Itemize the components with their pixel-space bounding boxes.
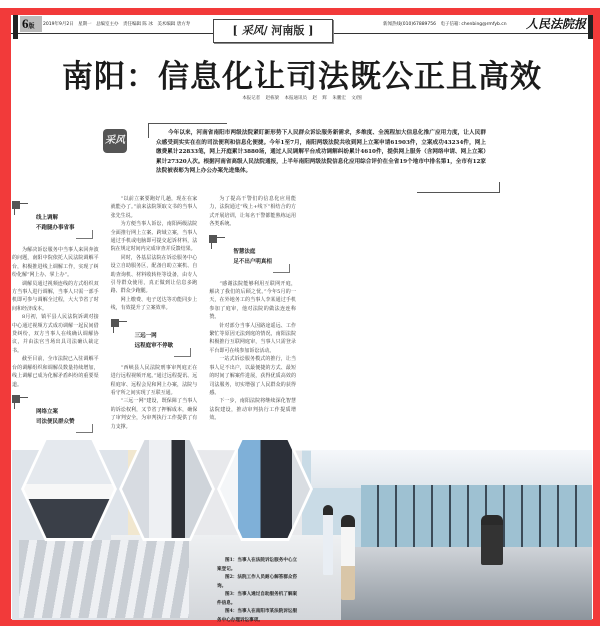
organizer: 总编室主办 [96,22,119,27]
body-paragraph: 针对部分当事人因路途遥远、工作繁忙等原因无法到庭的情况，南阳法院积极推行互联网庭审，当事人只需登录平台即可在线参加诉讼活动。 [209,322,296,354]
intro-text: 今年以来，河南省南阳市两级法院紧盯新形势下人民群众诉讼服务新需求，多维度、全流程加大信息化推广应用力度，让人民群众感受到实实在在的司法便利和信息化便捷。今年1至7月，南阳两级法院共收到网上立案申请61903件，立案成功43234件，网上缴费累计22833笔，网上开庭累计3880场，通过人民调解平台成功调解纠纷累计4610件，提供网上服务（含网络申请、网上立案）累计27320人次。根据河南省高级人民法院通报，上半年南阳两级法院信息化应用综合评价在全省19个地市中排名第1，全市有12家法院被表彰为网上办公办案先进集体。 [156,130,486,175]
body-paragraph: “感谢法院能够利用互联网开庭，解决了我们的后顾之忧。”今年5月的一天，在外地务工的当事人李某通过手机参加了庭审，他对法院的做法连连称赞。 [209,280,296,321]
art-editor: 美术编辑 唐方寿 [157,22,191,27]
body-paragraph: 调解员通过视频连线的方式组织双方当事人进行调解，当事人只需一部手机即可参与调解全过程，大大节省了时间和经济成本。 [12,280,99,312]
section-subtitle: 司法便民群众赞 [36,418,75,425]
section-corner [76,424,93,433]
section-title: 网络立案 [36,408,59,415]
photo-caption: 图2：法院工作人员耐心解答群众咨询。 [217,575,298,589]
email: 电子信箱: chenbing@rmfyb.cn [440,22,507,27]
byline: 本报记者 赵栋梁 本报通讯员 赵 辉 朱鹏宏 文/图 [242,96,362,101]
body-paragraph: 同时，各基层法院在诉讼服务中心设立自助服务区，配备自助立案机、自助查询机、材料收转柜等设备，由专人引导群众使用，真正做到让信息多跑路、群众少跑腿。 [110,254,198,295]
photo-captions [217,557,301,625]
section-heading [209,233,296,277]
body-paragraph: 为解决诉讼服务中当事人来回奔波的问题，南阳中院依托人民法院调解平台，积极推进线上调解工作，实现了纠纷化解“网上办、掌上办”。 [12,247,99,279]
header-meta-right [383,21,510,27]
photo-person [323,505,333,575]
article-intro [148,123,500,193]
intro-corner-bottom [417,182,500,193]
body-paragraph: “西峡县人民法院刑事审判庭正在进行远程视频开庭。”通过远程提讯、远程庭审、远程会见和网上办案，法院与看守所之间实现了互联互通。 [110,364,198,396]
section-marker-icon [209,235,217,243]
photo-caption: 图3：当事人通过自助服务机了解案件信息。 [217,592,298,606]
issue-date: 2019年9月2日 [43,22,74,27]
photo-windows [361,485,592,547]
section-marker-icon [12,395,20,403]
body-paragraph: 截至目前，全市法院已入驻调解平台的调解组织和调解员数量持续增加，线上调解已成为化解矛盾纠纷的重要渠道。 [12,356,99,388]
section-corner [273,264,290,273]
article-title: 南阳：信息化让司法既公正且高效 [62,59,542,95]
body-paragraph: 8月初，镇平县人民法院诉调对接中心通过视频方式成功调解一起民间借贷纠纷，双方当事人在线确认调解协议，并由法官当场出具司法确认裁定书。 [12,314,99,354]
body-paragraph: 网上缴费、电子送达等功能同步上线，有效提升了立案效率。 [110,296,198,312]
page-number [20,16,42,32]
hotline: 新闻热线(010)67889756 [383,22,437,27]
article-body [12,195,592,445]
body-paragraph: “以前立案要跑好几趟，现在在家就能办了。”前来法院领取文书的当事人张先生说。 [110,196,198,219]
photo-person [481,515,503,565]
photo-caption: 图4：当事人在南阳市某法院诉讼服务中心办理诉讼事项。 [217,609,298,623]
body-paragraph: 为了提高干警们的信息化应用能力，法院通过“线上+线下”相结合的方式开展培训，让每名干警都能熟练运用各类系统。 [209,196,296,228]
section-corner [76,230,93,239]
section-heading [12,199,99,243]
photo-caption: 图1：当事人在法院诉讼服务中心立案登记。 [217,558,298,572]
photo-counter [341,547,592,620]
body-paragraph: “三远一网”建设，既保障了当事人的诉讼权利，又节省了押解成本，确保了审判安全，为审判执行工作提供了有力支撑。 [110,398,198,430]
section-subtitle: 足不出户明真相 [233,258,272,265]
column-stamp: 采风 [103,129,127,153]
section-heading [12,393,99,437]
editor: 责任编辑 陈 冰 [123,22,153,27]
header-edge-left [13,15,18,39]
section-corner [174,348,191,357]
section-marker-icon [12,201,20,209]
photo-ceiling [311,450,592,488]
section-subtitle: 不跑腿办事省事 [36,225,75,231]
edition-name: 河南版 [271,24,305,37]
section-subtitle: 远程庭审不停歇 [134,342,174,349]
photo-chairs [19,540,189,618]
page-suffix: 版 [28,24,35,30]
header-meta-left [43,21,193,27]
edition-label: [ 采风/ 河南版 ] [213,19,333,43]
edition-brand: 采风 [241,24,264,37]
section-title: 三远一网 [134,332,157,339]
section-title: 智慧法庭 [233,248,256,255]
body-paragraph: 为方便当事人诉讼，南阳两级法院全面推行网上立案、跨域立案，当事人通过手机或电脑即可提交起诉材料，法院在规定时间内完成审查并反馈结果。 [110,221,198,253]
photo-person [341,515,355,600]
weekday: 星期一 [78,22,92,27]
header-edge-right [588,15,593,39]
section-marker-icon [111,319,119,327]
body-paragraph: 一站式诉讼服务模式的推行，让当事人足不出户，以最便捷的方式、最短的时间了解案件进展，获得优质高效的司法服务，切实增强了人民群众的获得感。 [209,356,296,396]
masthead: 人民法院报 [525,17,586,31]
newspaper-page [11,15,593,623]
body-paragraph: 下一步，南阳法院将继续深化智慧法院建设，推动审判执行工作提质增效。 [209,398,296,422]
section-heading [111,317,198,361]
section-title: 线上调解 [36,215,59,221]
page-number-value: 6 [22,16,29,31]
